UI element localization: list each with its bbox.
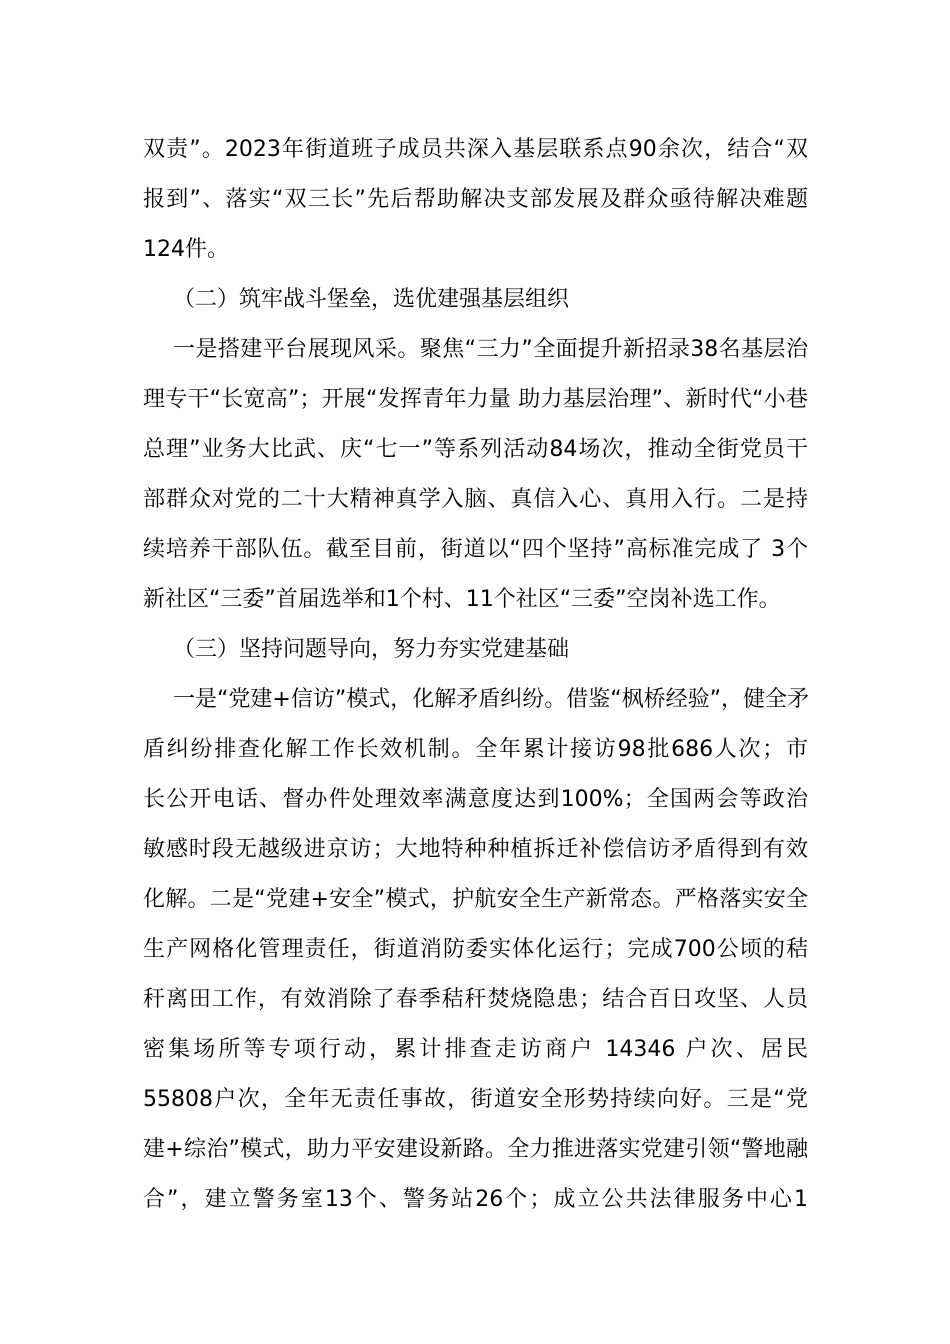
paragraph-line: 生产网格化管理责任，街道消防委实体化运行；完成700公顷的秸 <box>143 937 808 962</box>
paragraph-line: 合”，建立警务室13个、警务站26个；成立公共法律服务中心1 <box>143 1187 808 1212</box>
paragraph-line: 理专干“长宽高”；开展“发挥青年力量 助力基层治理”、新时代“小巷 <box>143 387 808 412</box>
paragraph-line: 秆离田工作，有效消除了春季秸秆焚烧隐患；结合百日攻坚、人员 <box>143 987 808 1012</box>
paragraph-line: 部群众对党的二十大精神真学入脑、真信入心、真用入行。二是持 <box>143 487 808 512</box>
paragraph-line: 总理”业务大比武、庆“七一”等系列活动84场次，推动全街党员干 <box>143 437 808 462</box>
section-heading-2: （二）筑牢战斗堡垒，选优建强基层组织 <box>173 287 570 312</box>
paragraph-line: 长公开电话、督办件处理效率满意度达到100%；全国两会等政治 <box>143 787 808 812</box>
paragraph-line: 续培养干部队伍。截至目前，街道以“四个坚持”高标准完成了 3个 <box>143 537 808 562</box>
paragraph-line: 建+综治”模式，助力平安建设新路。全力推进落实党建引领“警地融 <box>143 1137 808 1162</box>
paragraph-line: 一是搭建平台展现风采。聚焦“三力”全面提升新招录38名基层治 <box>173 337 808 362</box>
paragraph-line: 密集场所等专项行动，累计排查走访商户 14346 户次、居民 <box>143 1037 808 1062</box>
paragraph-line: 新社区“三委”首届选举和1个村、11个社区“三委”空岗补选工作。 <box>143 587 781 612</box>
section-heading-3: （三）坚持问题导向，努力夯实党建基础 <box>173 637 570 662</box>
paragraph-line: 化解。二是“党建+安全”模式，护航安全生产新常态。严格落实安全 <box>143 887 808 912</box>
paragraph-line: 一是“党建+信访”模式，化解矛盾纠纷。借鉴“枫桥经验”，健全矛 <box>173 687 810 712</box>
paragraph-line: 124件。 <box>143 237 229 262</box>
paragraph-line: 盾纠纷排查化解工作长效机制。全年累计接访98批686人次；市 <box>143 737 808 762</box>
paragraph-line: 报到”、落实“双三长”先后帮助解决支部发展及群众亟待解决难题 <box>143 187 808 212</box>
paragraph-line: 55808户次，全年无责任事故，街道安全形势持续向好。三是“党 <box>143 1087 808 1112</box>
paragraph-line: 双责”。2023年街道班子成员共深入基层联系点90余次，结合“双 <box>143 137 808 162</box>
document-body <box>143 125 808 1225</box>
paragraph-line: 敏感时段无越级进京访；大地特种种植拆迁补偿信访矛盾得到有效 <box>143 837 808 862</box>
